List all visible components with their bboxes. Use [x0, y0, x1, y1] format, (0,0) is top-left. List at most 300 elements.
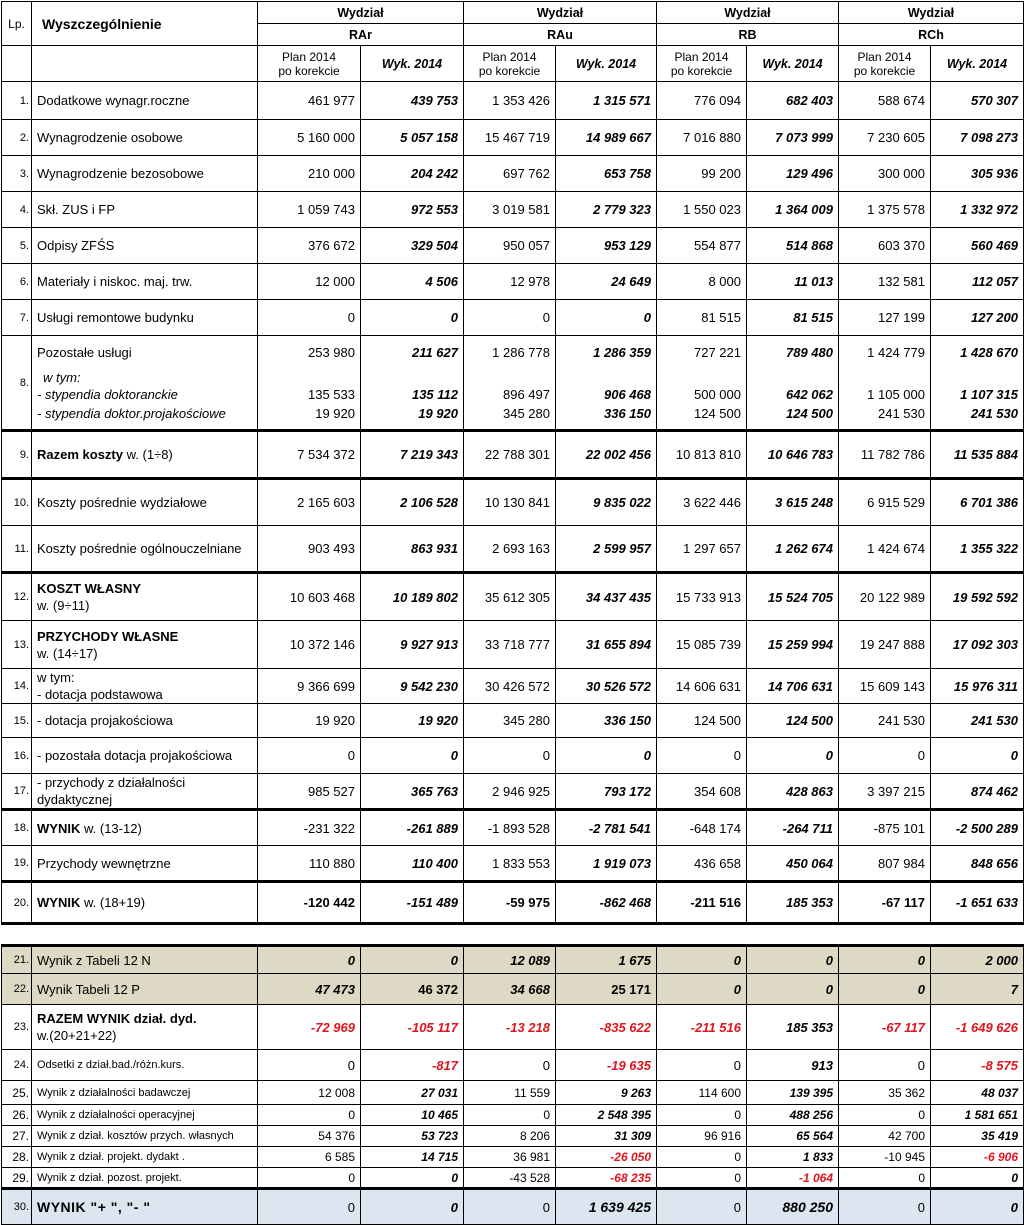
table-row: [2, 300, 1024, 336]
value-cell: 0: [464, 738, 556, 774]
row-label-bold: KOSZT WŁASNY: [37, 581, 141, 596]
value-cell: 25 171: [556, 974, 657, 1005]
row-label-text: w.(20+21+22): [37, 1028, 117, 1043]
value-cell: 0: [839, 1168, 931, 1189]
value-cell: 0: [361, 738, 464, 774]
main-table: [1, 1, 1024, 925]
value-cell: 0: [464, 1050, 556, 1081]
row-label: [32, 1105, 258, 1126]
value-cell: -2 500 289: [931, 810, 1024, 846]
value-cell: 127 199: [839, 300, 931, 336]
value-cell: 588 674: [839, 82, 931, 120]
value-cell: 34 668: [464, 974, 556, 1005]
value-cell: 570 307: [931, 82, 1024, 120]
value-cell: 365 763: [361, 774, 464, 810]
value-cell: -151 489: [361, 882, 464, 924]
spacer: [662, 370, 741, 385]
row-label-text: Koszty pośrednie wydziałowe: [37, 495, 207, 510]
row-label: [32, 704, 258, 738]
sub-value: 1 107 315: [960, 387, 1018, 402]
value-cell: 0: [657, 974, 747, 1005]
value-cell: -231 322: [258, 810, 361, 846]
value-cell: -211 516: [657, 882, 747, 924]
value-cell: -875 101: [839, 810, 931, 846]
value-cell: 0: [258, 300, 361, 336]
row-label: [32, 431, 258, 479]
row-label-top: - przychody z działalności: [37, 775, 186, 790]
dept-header-rb: Wydział: [657, 2, 839, 24]
sub-value: 345 280: [503, 406, 550, 421]
row-label: [32, 1168, 258, 1189]
value-cell: 20 122 989: [839, 573, 931, 621]
value-cell: 436 658: [657, 846, 747, 882]
value-cell: 336 150: [556, 704, 657, 738]
value-cell: 19 920: [258, 704, 361, 738]
table-row: [2, 882, 1024, 924]
row-number: 22.: [2, 974, 32, 1005]
row-label: [32, 1126, 258, 1147]
row-label: [32, 974, 258, 1005]
row-number: 18.: [2, 810, 32, 846]
row-number: 30.: [2, 1189, 32, 1225]
dept-header-rch: Wydział: [839, 2, 1024, 24]
value-cell: 124 500: [657, 704, 747, 738]
description-header: Wyszczególnienie: [32, 2, 258, 46]
value-cell: 1 353 426: [464, 82, 556, 120]
value-cell: -8 575: [931, 1050, 1024, 1081]
table-row: [2, 1126, 1024, 1147]
table-row: [2, 526, 1024, 573]
desc-spacer: [32, 46, 258, 82]
value-cell: 450 064: [747, 846, 839, 882]
value-cell: 2 599 957: [556, 526, 657, 573]
row-label: [32, 882, 258, 924]
value-cell: 110 880: [258, 846, 361, 882]
value-cell: 0: [657, 1050, 747, 1081]
row-label: [32, 738, 258, 774]
value-cell: -862 468: [556, 882, 657, 924]
value-cell: 682 403: [747, 82, 839, 120]
value-cell: 241 530: [839, 704, 931, 738]
row-label: [32, 774, 258, 810]
row-label: [32, 1050, 258, 1081]
row-label-text: w. (14÷17): [37, 645, 98, 661]
row-number: 3.: [2, 156, 32, 192]
sub-label: - stypendia doktor.projakościowe: [37, 406, 226, 421]
value-cell: 15 259 994: [747, 621, 839, 669]
row-label-text: - pozostała dotacja projakościowa: [37, 748, 233, 763]
value-cell: -817: [361, 1050, 464, 1081]
row-label: [32, 1189, 258, 1225]
value-cell: 1 262 674: [747, 526, 839, 573]
value-cell: 0: [361, 1189, 464, 1225]
value-cell: 0: [839, 738, 931, 774]
value-cell: 12 000: [258, 264, 361, 300]
value-cell: 1 639 425: [556, 1189, 657, 1225]
value-cell: 10 603 468: [258, 573, 361, 621]
value-cell: 376 672: [258, 228, 361, 264]
value-cell: 81 515: [657, 300, 747, 336]
table-row: [2, 946, 1024, 974]
value-cell: 15 976 311: [931, 669, 1024, 704]
value-cell: 124 500: [747, 704, 839, 738]
table-row: [2, 1005, 1024, 1050]
row-label-text: Wynik z Tabeli 12 N: [37, 952, 151, 968]
row-number: 20.: [2, 882, 32, 924]
value-cell: -6 906: [931, 1147, 1024, 1168]
value: 1 428 670: [960, 345, 1018, 360]
value-cell: 5 057 158: [361, 120, 464, 156]
row-number: 27.: [2, 1126, 32, 1147]
value-cell: 7: [931, 974, 1024, 1005]
value-cell: 15 085 739: [657, 621, 747, 669]
value-cell: 48 037: [931, 1081, 1024, 1105]
value-cell: 129 496: [747, 156, 839, 192]
value-cell: 913: [747, 1050, 839, 1081]
row-number: 15.: [2, 704, 32, 738]
value-cell: 863 931: [361, 526, 464, 573]
row-label: [32, 120, 258, 156]
row-label: [32, 526, 258, 573]
row-number: 11.: [2, 526, 32, 573]
row-number: 16.: [2, 738, 32, 774]
row-number: 14.: [2, 669, 32, 704]
value-cell: 0: [361, 1168, 464, 1189]
row-number: 5.: [2, 228, 32, 264]
row-number: 12.: [2, 573, 32, 621]
row-number: 13.: [2, 621, 32, 669]
table-row: [2, 1081, 1024, 1105]
table-row: [2, 1189, 1024, 1225]
value-cell: 0: [464, 1189, 556, 1225]
value-cell: -261 889: [361, 810, 464, 846]
value-cell: 0: [931, 738, 1024, 774]
spacer: [469, 370, 550, 385]
value-cell: 210 000: [258, 156, 361, 192]
row-label-text: w. (13-12): [83, 820, 142, 836]
value-cell: 0: [361, 946, 464, 974]
table-row: [2, 479, 1024, 526]
value-cell: 35 419: [931, 1126, 1024, 1147]
row-label-bold: Razem koszty: [37, 447, 123, 462]
value-cell: 7 098 273: [931, 120, 1024, 156]
value-cell: 1 675: [556, 946, 657, 974]
value-cell: 874 462: [931, 774, 1024, 810]
value-cell: -648 174: [657, 810, 747, 846]
value-cell: -26 050: [556, 1147, 657, 1168]
row-label-text: Wynagrodzenie bezosobowe: [37, 166, 204, 181]
value-cell: 185 353: [747, 882, 839, 924]
table-row: [2, 120, 1024, 156]
table-row: [2, 810, 1024, 846]
value-cell: 0: [258, 1105, 361, 1126]
value-cell: 14 606 631: [657, 669, 747, 704]
value-cell: 0: [556, 738, 657, 774]
value-cell: 4 506: [361, 264, 464, 300]
spacer: [752, 370, 833, 385]
value-cell: 305 936: [931, 156, 1024, 192]
table-row: [2, 228, 1024, 264]
row-label-text: - dotacja podstawowa: [37, 687, 163, 702]
value-cell: 2 693 163: [464, 526, 556, 573]
row-label-text: w. (1÷8): [126, 447, 173, 462]
value-cell: 2 946 925: [464, 774, 556, 810]
sub-value: 19 920: [315, 406, 355, 421]
table-row: [2, 573, 1024, 621]
value-cell: 10 646 783: [747, 431, 839, 479]
value-cell: 0: [931, 1189, 1024, 1225]
row-number: 26.: [2, 1105, 32, 1126]
value-cell: 27 031: [361, 1081, 464, 1105]
value-cell: 329 504: [361, 228, 464, 264]
sub-head: w tym:: [43, 370, 81, 385]
plan-line2: po korekcie: [853, 63, 916, 78]
value-cell: -105 117: [361, 1005, 464, 1050]
plan-line1: Plan 2014: [482, 49, 537, 64]
value-cell: -19 635: [556, 1050, 657, 1081]
row-label-text: w. (18+19): [83, 895, 146, 910]
value-cell: 807 984: [839, 846, 931, 882]
value-cell: 36 981: [464, 1147, 556, 1168]
sub-value: 135 533: [308, 387, 355, 402]
value-cell: 12 978: [464, 264, 556, 300]
value-cell: 7 073 999: [747, 120, 839, 156]
value-cell: 461 977: [258, 82, 361, 120]
value-cell: 554 877: [657, 228, 747, 264]
sub-value: 906 468: [604, 387, 651, 402]
wyk-header: Wyk. 2014: [747, 46, 839, 82]
spacer: [263, 370, 355, 385]
dept-code-rch: RCh: [839, 24, 1024, 46]
sub-value: 124 500: [694, 406, 741, 421]
value-cell: 241 530: [931, 704, 1024, 738]
row-label-bold: PRZYCHODY WŁASNE: [37, 628, 179, 644]
row-label-text: Odpisy ZFŚS: [37, 238, 115, 253]
value-cell: 35 612 305: [464, 573, 556, 621]
value: 253 980: [308, 345, 355, 360]
table-row: [2, 431, 1024, 479]
value-cell: 33 718 777: [464, 621, 556, 669]
row-label-top: w tym:: [37, 670, 75, 685]
row-label-text: dydaktycznej: [37, 792, 113, 807]
value-cell: 953 129: [556, 228, 657, 264]
value-cell: 603 370: [839, 228, 931, 264]
value-cell: 5 160 000: [258, 120, 361, 156]
value-cell: 15 609 143: [839, 669, 931, 704]
row-label: [32, 810, 258, 846]
row-label-text: Wynik z działalności operacyjnej: [37, 1109, 195, 1121]
value-cell: 127 200: [931, 300, 1024, 336]
value-cell: 300 000: [839, 156, 931, 192]
row-number: 23.: [2, 1005, 32, 1050]
value-cell: 8 000: [657, 264, 747, 300]
value-cell: 428 863: [747, 774, 839, 810]
value-cell: [747, 336, 839, 431]
value-cell: -13 218: [464, 1005, 556, 1050]
value-cell: [556, 336, 657, 431]
value-cell: 132 581: [839, 264, 931, 300]
value-cell: 9 835 022: [556, 479, 657, 526]
value-cell: 0: [839, 1189, 931, 1225]
row-label-text: w. (9÷11): [37, 598, 90, 613]
value-cell: 903 493: [258, 526, 361, 573]
row-label: [32, 82, 258, 120]
value: 211 627: [411, 345, 458, 360]
value-cell: 3 397 215: [839, 774, 931, 810]
value-cell: 2 548 395: [556, 1105, 657, 1126]
value-cell: 185 353: [747, 1005, 839, 1050]
wyk-header: Wyk. 2014: [931, 46, 1024, 82]
value-cell: 1 332 972: [931, 192, 1024, 228]
value-cell: 985 527: [258, 774, 361, 810]
value-cell: 2 165 603: [258, 479, 361, 526]
value-cell: 10 189 802: [361, 573, 464, 621]
sub-value: 19 920: [418, 406, 458, 421]
value-cell: 15 467 719: [464, 120, 556, 156]
value-cell: 42 700: [839, 1126, 931, 1147]
value: 789 480: [786, 345, 833, 360]
value-cell: 3 615 248: [747, 479, 839, 526]
row-number: 7.: [2, 300, 32, 336]
value: 727 221: [694, 345, 741, 360]
value-cell: 3 622 446: [657, 479, 747, 526]
table-row: [2, 669, 1024, 704]
value-cell: 139 395: [747, 1081, 839, 1105]
value-cell: 35 362: [839, 1081, 931, 1105]
value-cell: 354 608: [657, 774, 747, 810]
plan-line2: po korekcie: [670, 63, 733, 78]
row-label-text: Usługi remontowe budynku: [37, 310, 194, 325]
value-cell: 776 094: [657, 82, 747, 120]
sub-label: - stypendia doktoranckie: [37, 387, 178, 402]
value-cell: 15 524 705: [747, 573, 839, 621]
value-cell: 0: [464, 300, 556, 336]
value-cell: 1 315 571: [556, 82, 657, 120]
row-number: 28.: [2, 1147, 32, 1168]
row-label-text: Wynik z dział. projekt. dydakt .: [37, 1151, 185, 1163]
value-cell: 10 465: [361, 1105, 464, 1126]
value-cell: 1 424 674: [839, 526, 931, 573]
sub-value: 500 000: [694, 387, 741, 402]
value-cell: 9 542 230: [361, 669, 464, 704]
row-number: 8.: [2, 336, 32, 431]
row-label: [32, 264, 258, 300]
row-label: [32, 1005, 258, 1050]
value-cell: 560 469: [931, 228, 1024, 264]
plan-line1: Plan 2014: [674, 49, 729, 64]
row-label-text: Wynik z działalności badawczej: [37, 1086, 191, 1099]
value-cell: 46 372: [361, 974, 464, 1005]
value-cell: 1 297 657: [657, 526, 747, 573]
value-cell: 3 019 581: [464, 192, 556, 228]
value-cell: 0: [258, 738, 361, 774]
plan-line2: po korekcie: [478, 63, 541, 78]
value-cell: 99 200: [657, 156, 747, 192]
value-cell: 9 263: [556, 1081, 657, 1105]
value-cell: 10 372 146: [258, 621, 361, 669]
value-cell: -68 235: [556, 1168, 657, 1189]
value-cell: 110 400: [361, 846, 464, 882]
value-cell: 0: [657, 946, 747, 974]
lp-spacer: [2, 46, 32, 82]
value-cell: 0: [556, 300, 657, 336]
value-cell: 9 366 699: [258, 669, 361, 704]
table-row: [2, 82, 1024, 120]
row-label: [32, 479, 258, 526]
row-number: 21.: [2, 946, 32, 974]
value-cell: 14 706 631: [747, 669, 839, 704]
row-label-text: Wynik z dział. pozost. projekt.: [37, 1171, 182, 1184]
row-label: [32, 156, 258, 192]
row-label-text: Koszty pośrednie ogólnouczelniane: [37, 541, 242, 556]
value-cell: 11 782 786: [839, 431, 931, 479]
value-cell: 1 550 023: [657, 192, 747, 228]
value-cell: 848 656: [931, 846, 1024, 882]
plan-line1: Plan 2014: [281, 49, 337, 64]
row-number: 2.: [2, 120, 32, 156]
value-cell: 439 753: [361, 82, 464, 120]
value-cell: 22 788 301: [464, 431, 556, 479]
value-cell: 0: [258, 1168, 361, 1189]
row-number: 4.: [2, 192, 32, 228]
value-cell: 2 779 323: [556, 192, 657, 228]
value-cell: 204 242: [361, 156, 464, 192]
plan-header: [464, 46, 556, 82]
value-cell: 0: [258, 946, 361, 974]
table-row: [2, 156, 1024, 192]
value-cell: 1 364 009: [747, 192, 839, 228]
row-label-bold: WYNIK "+ ", "- ": [37, 1199, 151, 1215]
row-number: 10.: [2, 479, 32, 526]
wyk-header: Wyk. 2014: [556, 46, 657, 82]
value: 1 286 778: [492, 345, 550, 360]
value-cell: 972 553: [361, 192, 464, 228]
row-label-text: Przychody wewnętrzne: [37, 855, 171, 871]
value-cell: 22 002 456: [556, 431, 657, 479]
value-cell: 53 723: [361, 1126, 464, 1147]
row-number: 29.: [2, 1168, 32, 1189]
value-cell: -59 975: [464, 882, 556, 924]
spacer: [844, 370, 925, 385]
table-row: [2, 336, 1024, 431]
plan-header: [839, 46, 931, 82]
value-cell: 11 013: [747, 264, 839, 300]
row-number: 6.: [2, 264, 32, 300]
wyk-header: Wyk. 2014: [361, 46, 464, 82]
value-cell: -835 622: [556, 1005, 657, 1050]
value-cell: 0: [657, 1105, 747, 1126]
row-label: [32, 621, 258, 669]
value-cell: 96 916: [657, 1126, 747, 1147]
value-cell: 31 655 894: [556, 621, 657, 669]
value-cell: 0: [464, 1105, 556, 1126]
value-cell: 0: [839, 1105, 931, 1126]
value-cell: 54 376: [258, 1126, 361, 1147]
row-label: [32, 192, 258, 228]
row-number: 25.: [2, 1081, 32, 1105]
value-cell: 10 813 810: [657, 431, 747, 479]
value-cell: 19 920: [361, 704, 464, 738]
value-cell: 6 701 386: [931, 479, 1024, 526]
sub-value: 642 062: [786, 387, 833, 402]
value-cell: -10 945: [839, 1147, 931, 1168]
dept-header-rar: Wydział: [258, 2, 464, 24]
dept-code-rb: RB: [657, 24, 839, 46]
value-cell: 11 559: [464, 1081, 556, 1105]
value-cell: 10 130 841: [464, 479, 556, 526]
value-cell: 12 008: [258, 1081, 361, 1105]
plan-line1: Plan 2014: [857, 49, 912, 64]
